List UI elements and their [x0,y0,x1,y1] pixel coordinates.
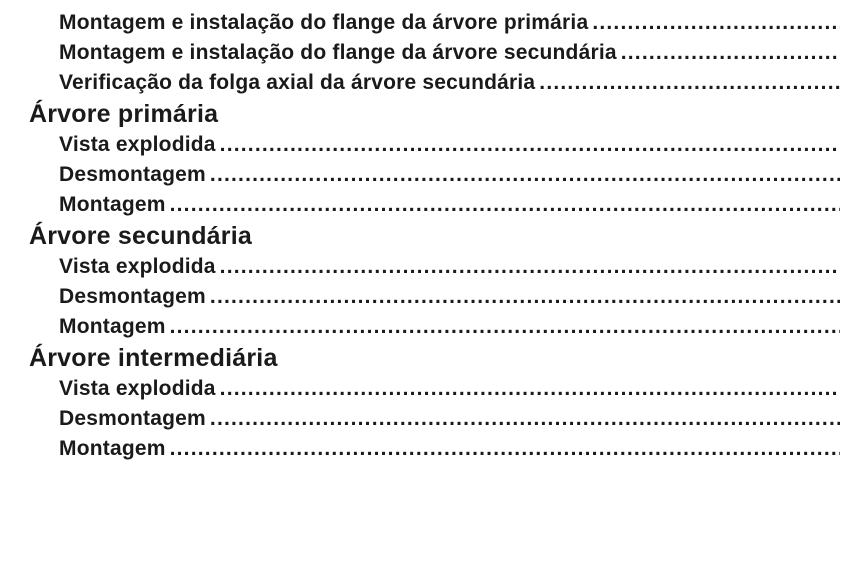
dot-leader [220,374,840,404]
toc-entry-desmontagem[interactable] [59,404,840,434]
toc-entry-verificacao-folga-axial[interactable] [59,68,840,98]
toc-entry-vista-explodida[interactable] [59,130,840,160]
toc-entry-desmontagem[interactable] [59,160,840,190]
toc-entry-vista-explodida[interactable] [59,252,840,282]
toc-section-arvore-primaria [0,98,843,220]
dot-leader [170,434,840,464]
dot-leader [220,130,840,160]
toc-entry-montagem[interactable] [59,434,840,464]
section-heading[interactable]: Árvore secundária [29,222,252,250]
toc-entry-montagem-flange-primaria[interactable] [59,8,840,38]
toc-entry-label: Vista explodida [59,377,216,400]
toc-section-arvore-secundaria [0,220,843,342]
toc-entry-label: Montagem e instalação do flange da árvore primária [59,11,589,34]
dot-leader [592,8,840,38]
toc-entry-label: Montagem e instalação do flange da árvore secundária [59,41,617,64]
dot-leader [210,160,840,190]
toc-entry-label: Montagem [59,193,166,216]
table-of-contents [0,8,843,464]
toc-entry-vista-explodida[interactable] [59,374,840,404]
dot-leader [210,282,840,312]
toc-entry-montagem-flange-secundaria[interactable] [59,38,840,68]
toc-entry-label: Vista explodida [59,133,216,156]
toc-entry-label: Desmontagem [59,163,206,186]
dot-leader [170,190,840,220]
toc-entry-desmontagem[interactable] [59,282,840,312]
toc-section-arvore-intermediaria [0,342,843,464]
toc-entry-label: Montagem [59,315,166,338]
dot-leader [220,252,840,282]
toc-entry-montagem[interactable] [59,312,840,342]
dot-leader [210,404,840,434]
section-heading[interactable]: Árvore intermediária [29,344,278,372]
toc-entry-label: Desmontagem [59,285,206,308]
toc-entry-label: Montagem [59,437,166,460]
toc-entry-label: Vista explodida [59,255,216,278]
toc-entry-label: Desmontagem [59,407,206,430]
dot-leader [539,68,840,98]
section-heading[interactable]: Árvore primária [29,100,219,128]
dot-leader [170,312,840,342]
toc-entry-montagem[interactable] [59,190,840,220]
dot-leader [621,38,840,68]
toc-entry-label: Verificação da folga axial da árvore secundária [59,71,536,94]
